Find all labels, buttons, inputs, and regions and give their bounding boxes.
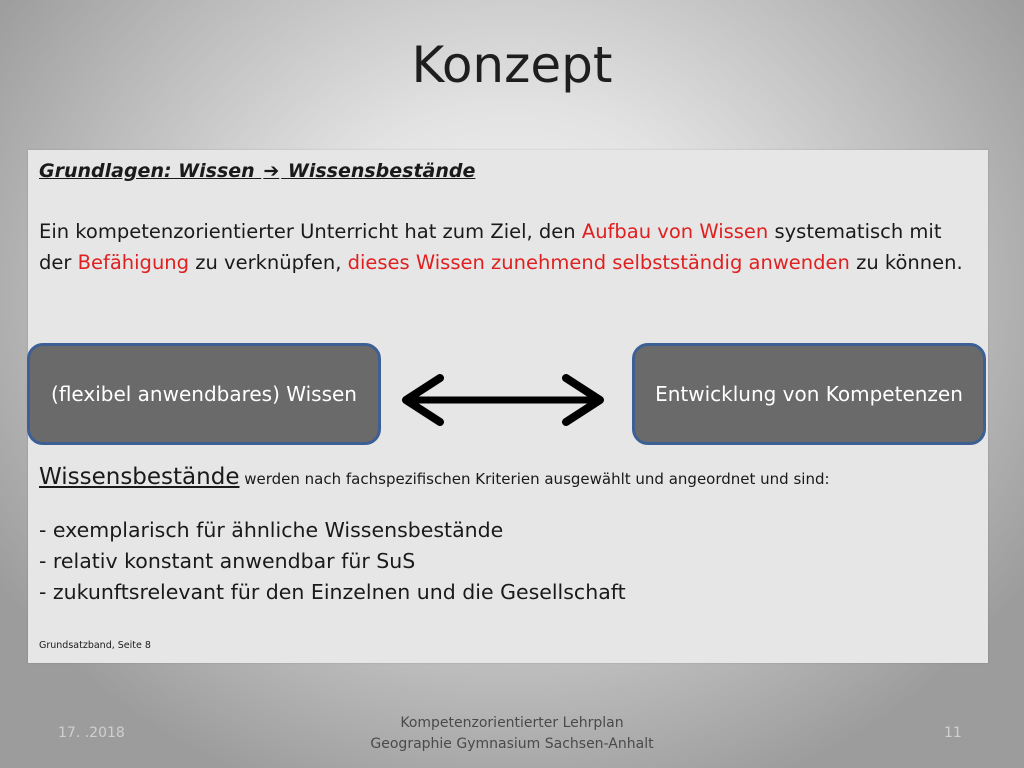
heading-part1: Grundlagen: Wissen xyxy=(39,160,255,182)
competence-box: Entwicklung von Kompetenzen xyxy=(632,343,986,445)
footer-date: 17. .2018 xyxy=(58,725,125,741)
double-arrow-icon xyxy=(396,372,610,428)
bestand-line xyxy=(39,464,830,490)
bestand-rest: werden nach fachspezifischen Kriterien ausgewählt und angeordnet und sind: xyxy=(239,470,830,488)
intro-highlight-3: dieses Wissen zunehmend selbstständig anwenden xyxy=(347,251,850,274)
intro-paragraph xyxy=(39,216,974,278)
intro-highlight-2: Befähigung xyxy=(77,251,190,274)
intro-text-2: systematisch mit der xyxy=(39,220,942,274)
heading-part2: Wissensbestände xyxy=(287,160,476,182)
list-item: - zukunftsrelevant für den Einzelnen und die Gesellschaft xyxy=(39,580,626,604)
footer-line-1: Kompetenzorientierter Lehrplan xyxy=(400,715,624,731)
intro-text-4: zu können. xyxy=(849,251,963,274)
content-panel xyxy=(28,150,988,663)
footer-text xyxy=(0,713,1024,755)
right-arrow-icon: ➔ xyxy=(263,160,280,182)
footer-line-2: Geographie Gymnasium Sachsen-Anhalt xyxy=(370,736,654,752)
source-citation: Grundsatzband, Seite 8 xyxy=(39,640,151,651)
slide-title: Konzept xyxy=(411,36,613,94)
bestand-word: Wissensbestände xyxy=(39,464,240,490)
criteria-list xyxy=(39,515,626,608)
intro-text-3: zu verknüpfen, xyxy=(189,251,348,274)
intro-text-1: Ein kompetenzorientierter Unterricht hat zum Ziel, den xyxy=(39,220,582,243)
section-heading xyxy=(39,160,475,182)
page-number: 11 xyxy=(944,725,962,741)
knowledge-box: (flexibel anwendbares) Wissen xyxy=(27,343,381,445)
intro-highlight-1: Aufbau von Wissen xyxy=(581,220,769,243)
list-item: - exemplarisch für ähnliche Wissensbestände xyxy=(39,518,504,542)
list-item: - relativ konstant anwendbar für SuS xyxy=(39,549,416,573)
